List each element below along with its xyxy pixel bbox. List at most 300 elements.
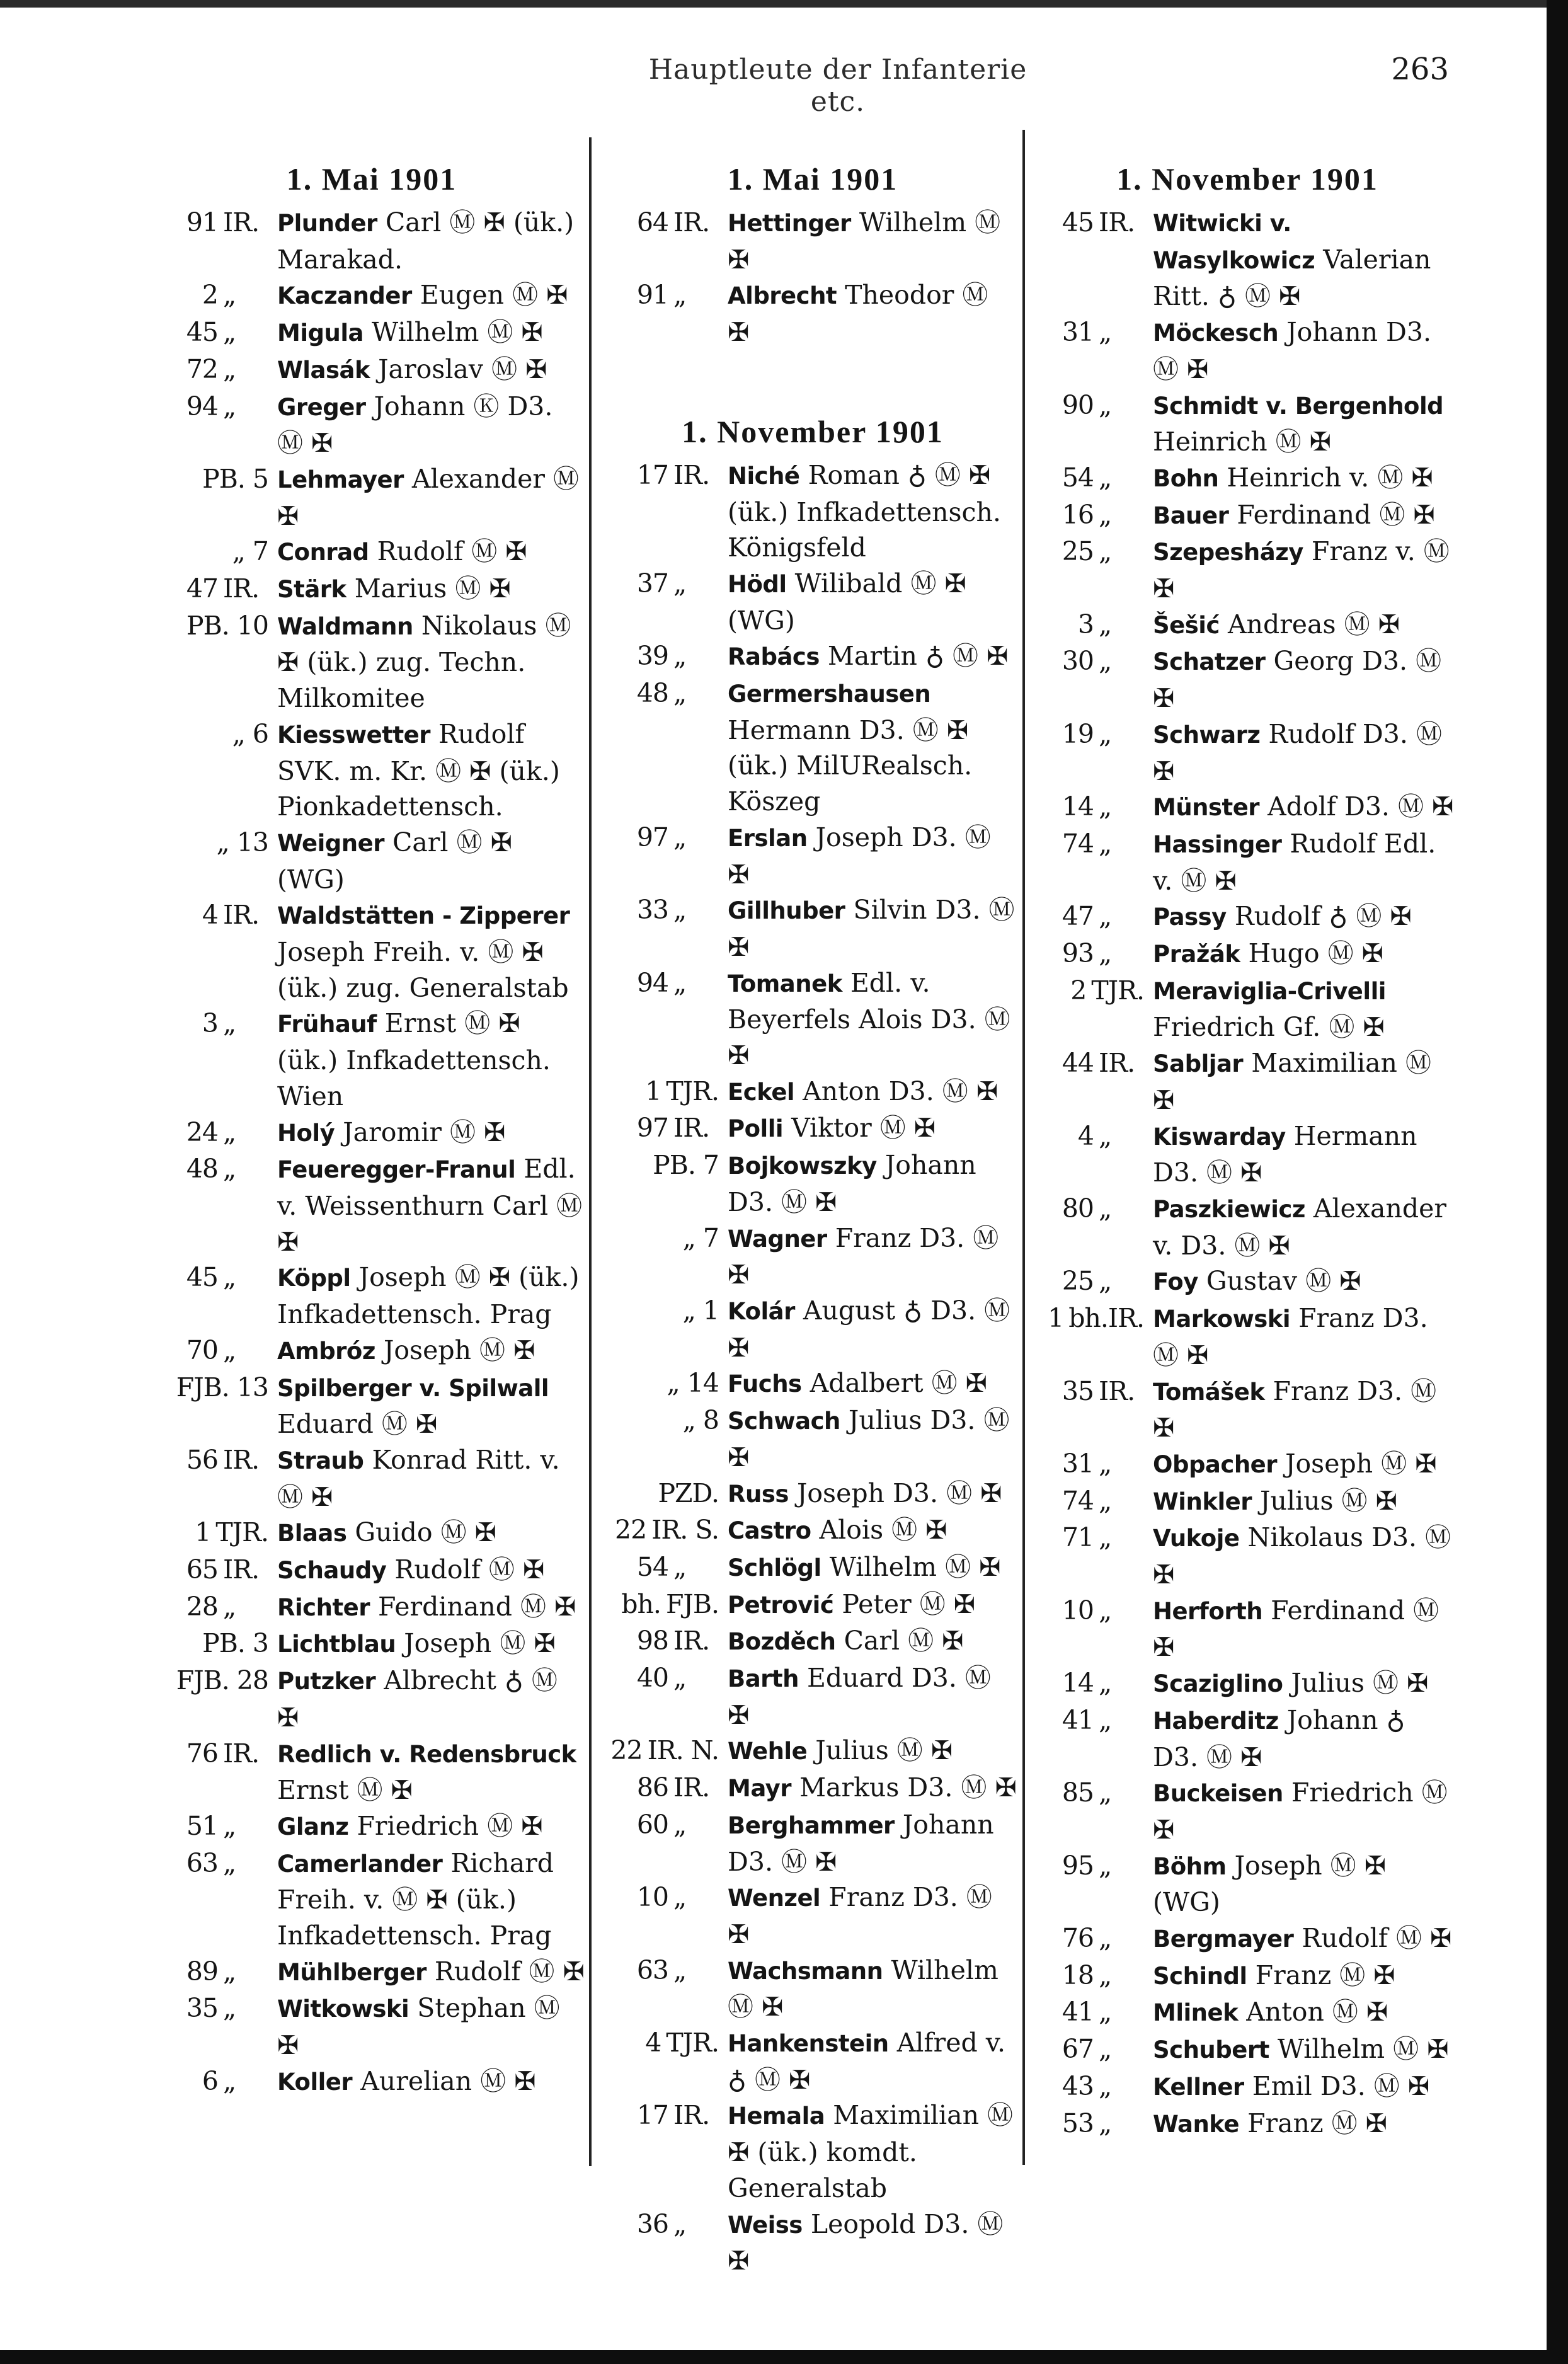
unit-type: IR. (223, 1738, 260, 1769)
roster-entry (1039, 1665, 1455, 1702)
unit-number (608, 457, 728, 493)
roster-entry (608, 1623, 1017, 1660)
regiment-number: 39 (636, 641, 668, 672)
unit-type: „ (223, 1847, 236, 1878)
roster-entry (1039, 205, 1455, 314)
given-name-and-decorations: Carl Ⓜ ✠ (844, 1626, 964, 1656)
unit-number (608, 1660, 728, 1696)
regiment-number: 19 (1062, 718, 1094, 749)
unit-number (1039, 497, 1153, 533)
scan-edge-top (0, 0, 1568, 8)
regiment-number: 43 (1062, 2070, 1094, 2101)
given-name-and-decorations: Johann D3. Ⓜ ✠ (1153, 317, 1432, 384)
roster-entry (157, 314, 586, 352)
unit-type: „ (1099, 1193, 1112, 1224)
given-name-and-decorations: Joseph Freih. v. Ⓜ ✠ (ük.) zug. Generalstab (277, 937, 569, 1003)
roster-entry (608, 965, 1017, 1074)
roster-entry (157, 277, 586, 314)
unit-type: „ (223, 1262, 236, 1293)
officer-text (1153, 1118, 1455, 1191)
unit-number (157, 716, 277, 752)
surname: Kellner (1153, 2073, 1244, 2101)
given-name-and-decorations: Ferdinand Ⓜ ✠ (1237, 499, 1435, 530)
unit-type: bh.IR. (1068, 1303, 1144, 1334)
unit-number (157, 1663, 277, 1699)
given-name-and-decorations: Ernst Ⓜ ✠ (ük.) Infkadettensch. Wien (277, 1008, 551, 1111)
regiment-number: 47 (1062, 901, 1094, 932)
unit-type: „ (223, 1154, 236, 1185)
unit-number (608, 1110, 728, 1146)
unit-type: „ (223, 1956, 236, 1987)
unit-type: „ (673, 1551, 687, 1582)
unit-number (157, 897, 277, 933)
regiment-number: 53 (1062, 2108, 1094, 2138)
surname: Böhm (1153, 1852, 1227, 1880)
given-name-and-decorations: Joseph Ⓜ ✠ (1285, 1448, 1437, 1479)
roster-entry (1039, 2068, 1455, 2106)
roster-entry (608, 820, 1017, 892)
surname: Kolár (728, 1297, 795, 1325)
unit-type: „ (1099, 2070, 1112, 2101)
roster-entry (1039, 1446, 1455, 1483)
surname: Spilberger v. Spilwall (277, 1374, 549, 1402)
surname: Tomášek (1153, 1378, 1265, 1406)
surname: Foy (1153, 1268, 1198, 1296)
given-name-and-decorations: Wilhelm Ⓜ ✠ (1277, 2034, 1449, 2065)
roster-entry (1039, 607, 1455, 644)
officer-text (277, 1442, 586, 1515)
unit-type: „ (1099, 2108, 1112, 2138)
regiment-number: 4 (1077, 1120, 1094, 1151)
surname: Polli (728, 1115, 784, 1143)
given-name-and-decorations: Jaroslav Ⓜ ✠ (378, 353, 547, 384)
officer-text (1153, 1263, 1455, 1300)
regiment-number: „ 8 (682, 1405, 719, 1436)
given-name-and-decorations: Wilhelm Ⓜ ✠ (728, 1954, 999, 2023)
unit-number (608, 675, 728, 711)
surname: Bauer (1153, 502, 1229, 529)
given-name-and-decorations: Rudolf Edl. v. Ⓜ ✠ (1153, 828, 1436, 896)
unit-number (157, 1552, 277, 1588)
surname: Greger (277, 393, 366, 421)
unit-number (608, 2206, 728, 2242)
given-name-and-decorations: Heinrich Ⓜ ✠ (1153, 427, 1332, 457)
surname: Markowski (1153, 1305, 1291, 1333)
officer-text (728, 1623, 1017, 1660)
regiment-number: „ 14 (667, 1368, 719, 1399)
unit-number (608, 1147, 728, 1183)
unit-number (1039, 1775, 1153, 1811)
regiment-number: 4 (202, 900, 218, 931)
regiment-number: 31 (1062, 317, 1094, 348)
given-name-and-decorations: Franz D3. Ⓜ ✠ (728, 1222, 999, 1290)
given-name-and-decorations: Rudolf D3. Ⓜ ✠ (1153, 718, 1442, 786)
officer-text (1153, 314, 1455, 387)
regiment-number: 56 (186, 1444, 218, 1475)
regiment-number: 45 (186, 1262, 218, 1293)
roster-entry (1039, 460, 1455, 497)
regiment-number: 63 (636, 1954, 668, 1985)
surname: Lichtblau (277, 1631, 396, 1658)
unit-number (608, 965, 728, 1001)
roster-entry (1039, 1848, 1455, 1920)
unit-number (157, 205, 277, 241)
given-name-and-decorations: Maximilian Ⓜ ✠ (1153, 1048, 1431, 1115)
roster-entry (608, 1074, 1017, 1111)
surname: Camerlander (277, 1850, 443, 1878)
unit-type: IR. (673, 2100, 710, 2131)
surname: Hankenstein (728, 2030, 889, 2058)
unit-type: IR. N. (647, 1735, 719, 1766)
surname: Schaudy (277, 1557, 387, 1585)
unit-number (608, 1293, 728, 1329)
roster-entry (1039, 2106, 1455, 2143)
unit-number (1039, 460, 1153, 496)
roster-entry (1039, 1775, 1455, 1847)
unit-type: IR. S. (651, 1515, 719, 1546)
roster-entry (1039, 936, 1455, 973)
given-name-and-decorations: Anton D3. Ⓜ ✠ (803, 1076, 999, 1106)
given-name-and-decorations: Theodor Ⓜ ✠ (728, 280, 988, 348)
given-name-and-decorations: Carl Ⓜ ✠ (WG) (277, 827, 512, 895)
officer-text (277, 1589, 586, 1626)
surname: Weigner (277, 829, 384, 857)
surname: Witwicki v. Wasylkowicz (1153, 210, 1315, 274)
officer-text (728, 1476, 1017, 1513)
given-name-and-decorations: Guido Ⓜ ✠ (355, 1517, 497, 1548)
unit-type: „ (673, 1809, 687, 1840)
unit-type: „ (1099, 828, 1112, 859)
unit-type: „ (1099, 1923, 1112, 1954)
unit-number (157, 571, 277, 607)
surname: Rabács (728, 643, 820, 671)
surname: Wagner (728, 1225, 827, 1253)
unit-number (1039, 789, 1153, 825)
running-title: Hauptleute der Infanterie etc. (648, 54, 1027, 118)
given-name-and-decorations: Franz D3. Ⓜ ✠ (1153, 1303, 1428, 1370)
surname: Holý (277, 1119, 335, 1147)
officer-text (277, 716, 586, 825)
roster-entry (1039, 497, 1455, 534)
roster-entry (608, 1512, 1017, 1549)
surname: Haberditz (1153, 1707, 1279, 1735)
roster-entry (608, 1733, 1017, 1770)
surname: Sabljar (1153, 1050, 1244, 1078)
officer-text (277, 1151, 586, 1259)
given-name-and-decorations: Joseph D3. Ⓜ ✠ (728, 822, 991, 890)
regiment-number: 14 (1062, 1668, 1094, 1699)
surname: Wlasák (277, 356, 370, 384)
officer-text (277, 1663, 586, 1735)
surname: Conrad (277, 539, 369, 566)
unit-type: „ (1099, 536, 1112, 567)
unit-number (1039, 1446, 1153, 1482)
regiment-number: 54 (1062, 462, 1094, 493)
surname: Weiss (728, 2211, 803, 2239)
column-3 (1039, 142, 1455, 2142)
unit-type: „ (1099, 1522, 1112, 1553)
unit-type: „ (1099, 1668, 1112, 1699)
given-name-and-decorations: Adolf D3. Ⓜ ✠ (1268, 791, 1454, 822)
roster-entry (1039, 716, 1455, 789)
regiment-number: 17 (636, 2100, 668, 2131)
unit-number (157, 608, 277, 644)
roster-entry (1039, 1958, 1455, 1995)
roster-entry (608, 2097, 1017, 2206)
unit-type: IR. (1099, 207, 1135, 238)
roster-entry (157, 389, 586, 461)
officer-text (1153, 1483, 1455, 1520)
roster-entry (1039, 1045, 1455, 1118)
unit-number (1039, 2031, 1153, 2067)
officer-text (1153, 789, 1455, 826)
surname: Herforth (1153, 1597, 1263, 1625)
officer-text (728, 638, 1017, 675)
officer-text (728, 965, 1017, 1074)
unit-type: „ (673, 1663, 687, 1694)
given-name-and-decorations: Ferdinand Ⓜ ✠ (1153, 1595, 1439, 1663)
surname: Wehle (728, 1738, 808, 1765)
unit-type: „ (223, 353, 236, 384)
section-heading: 1. November 1901 (682, 413, 944, 449)
section-heading: 1. Mai 1901 (727, 161, 898, 197)
unit-type: IR. (223, 573, 260, 604)
officer-text (728, 2097, 1017, 2206)
unit-number (157, 1151, 277, 1187)
roster-entry (608, 277, 1017, 350)
given-name-and-decorations: Alois Ⓜ ✠ (819, 1515, 947, 1546)
surname: Kiesswetter (277, 721, 430, 749)
unit-type: „ (673, 2208, 687, 2239)
given-name-and-decorations: Hermann D3. Ⓜ ✠ (1153, 1120, 1417, 1188)
unit-number (157, 1333, 277, 1368)
roster-entry (608, 1953, 1017, 2025)
given-name-and-decorations: Eugen Ⓜ ✠ (420, 280, 568, 311)
roster-entry (608, 1587, 1017, 1624)
given-name-and-decorations: Julius Ⓜ ✠ (815, 1735, 953, 1766)
given-name-and-decorations: Albrecht ♁ Ⓜ ✠ (277, 1665, 558, 1733)
unit-number (1039, 1920, 1153, 1956)
officer-text (277, 1552, 586, 1589)
surname: Kaczander (277, 282, 412, 310)
unit-number (608, 1807, 728, 1843)
given-name-and-decorations: Eduard Ⓜ ✠ (277, 1409, 438, 1440)
given-name-and-decorations: Roman ♁ Ⓜ ✠ (ük.) Infkadettensch. Königsfeld (728, 459, 1001, 563)
officer-text (728, 1365, 1017, 1403)
roster-entry (608, 675, 1017, 820)
officer-text (1153, 1958, 1455, 1995)
officer-text (1153, 460, 1455, 497)
unit-type: „ (223, 391, 236, 422)
roster-entry (608, 1365, 1017, 1403)
surname: Passy (1153, 904, 1227, 931)
roster-entry (608, 1293, 1017, 1365)
unit-type: „ (1099, 646, 1112, 677)
given-name-and-decorations: Franz D3. Ⓜ ✠ (1153, 1375, 1437, 1443)
officer-text (728, 1770, 1017, 1807)
roster-entry (608, 457, 1017, 566)
officer-text (277, 534, 586, 571)
unit-number (608, 1549, 728, 1585)
roster-entry (157, 1845, 586, 1954)
given-name-and-decorations: Rudolf SVK. m. Kr. Ⓜ ✠ (ük.) Pionkadettensch. (277, 718, 560, 822)
scan-edge-bottom (0, 2350, 1568, 2364)
unit-number (157, 1006, 277, 1041)
unit-number (1039, 1191, 1153, 1227)
given-name-and-decorations: Joseph Ⓜ ✠ (383, 1334, 535, 1365)
regiment-number: 63 (186, 1847, 218, 1878)
given-name-and-decorations: Wilibald Ⓜ ✠ (WG) (728, 568, 966, 636)
regiment-number: 85 (1062, 1777, 1094, 1808)
officer-text (277, 389, 586, 461)
surname: Barth (728, 1665, 799, 1693)
regiment-number: PB. 5 (202, 463, 268, 494)
regiment-number: „ 7 (232, 536, 268, 567)
regiment-number: PB. 7 (653, 1150, 719, 1181)
officer-text (1153, 607, 1455, 644)
regiment-number: 2 (1070, 975, 1087, 1006)
roster-entry (608, 1879, 1017, 1952)
officer-text (277, 1515, 586, 1552)
surname: Obpacher (1153, 1450, 1278, 1478)
unit-type: „ (673, 678, 687, 709)
roster-entry (157, 571, 586, 608)
officer-text (1153, 1593, 1455, 1665)
officer-text (277, 825, 586, 897)
given-name-and-decorations: Emil D3. Ⓜ ✠ (1252, 2070, 1430, 2101)
officer-text (1153, 1848, 1455, 1920)
roster-entry (1039, 1300, 1455, 1373)
surname: Lehmayer (277, 466, 404, 493)
unit-number (608, 1587, 728, 1622)
officer-text (277, 1990, 586, 2063)
given-name-and-decorations: Rudolf ♁ Ⓜ ✠ (1234, 901, 1412, 932)
roster-entry (608, 1549, 1017, 1587)
officer-text (1153, 2068, 1455, 2106)
unit-number (157, 1808, 277, 1844)
officer-text (1153, 205, 1455, 314)
unit-type: „ (1099, 609, 1112, 640)
regiment-number: 44 (1062, 1048, 1094, 1079)
officer-text (1153, 898, 1455, 936)
given-name-and-decorations: Alexander Ⓜ ✠ (277, 463, 580, 531)
regiment-number: 1 (1048, 1303, 1064, 1334)
unit-type: „ (1099, 1485, 1112, 1516)
regiment-number: 14 (1062, 791, 1094, 822)
unit-number (1039, 1994, 1153, 2030)
given-name-and-decorations: Valerian Ritt. ♁ Ⓜ ✠ (1153, 244, 1431, 312)
given-name-and-decorations: Leopold D3. Ⓜ ✠ (728, 2208, 1004, 2276)
regiment-number: „ 13 (216, 827, 268, 858)
regiment-number: 60 (636, 1809, 668, 1840)
unit-number (1039, 936, 1153, 972)
given-name-and-decorations: Franz v. Ⓜ ✠ (1153, 536, 1450, 604)
regiment-number: 37 (636, 568, 668, 599)
officer-text (1153, 1665, 1455, 1702)
given-name-and-decorations: Wilhelm Ⓜ ✠ (829, 1551, 1001, 1582)
given-name-and-decorations: Richard Freih. v. Ⓜ ✠ (ük.) Infkadettensch. Prag (277, 1847, 554, 1951)
surname: Hödl (728, 570, 787, 598)
officer-text (277, 1808, 586, 1845)
officer-text (277, 277, 586, 314)
given-name-and-decorations: Rudolf Ⓜ ✠ (434, 1956, 585, 1987)
given-name-and-decorations: Johann D3. Ⓜ ✠ (728, 1150, 976, 1217)
roster-entry (1039, 1920, 1455, 1958)
regiment-number: 22 (615, 1515, 647, 1546)
given-name-and-decorations: Friedrich Ⓜ ✠ (1153, 1777, 1448, 1845)
roster-entry (608, 2025, 1017, 2097)
officer-text (277, 1115, 586, 1152)
given-name-and-decorations: Andreas Ⓜ ✠ (1227, 609, 1400, 640)
unit-number (608, 1476, 728, 1512)
officer-text (728, 1110, 1017, 1147)
regiment-number: 54 (636, 1551, 668, 1582)
regiment-number: 97 (636, 1113, 668, 1144)
officer-text (277, 571, 586, 608)
roster-entry (157, 1626, 586, 1663)
given-name-and-decorations: Franz D3. Ⓜ ✠ (728, 1882, 992, 1949)
surname: Vukoje (1153, 1525, 1240, 1552)
regiment-number: 74 (1062, 1485, 1094, 1516)
officer-text (277, 608, 586, 716)
officer-text (1153, 1520, 1455, 1592)
given-name-and-decorations: Joseph D3. Ⓜ ✠ (796, 1477, 1002, 1508)
surname: Tomanek (728, 970, 842, 997)
unit-type: „ (1099, 1595, 1112, 1626)
regiment-number: 48 (636, 678, 668, 709)
roster-entry (1039, 387, 1455, 460)
roster-entry (1039, 1994, 1455, 2031)
regiment-number: 91 (186, 207, 218, 238)
regiment-number: 22 (610, 1735, 643, 1766)
regiment-number: 89 (186, 1956, 218, 1987)
given-name-and-decorations: Adalbert Ⓜ ✠ (810, 1368, 988, 1399)
surname: Glanz (277, 1813, 349, 1840)
unit-type: „ (1099, 1997, 1112, 2028)
roster-entry (157, 1736, 586, 1808)
unit-number (608, 2025, 728, 2061)
roster-entry (157, 1552, 586, 1589)
unit-number (157, 1115, 277, 1150)
regiment-number: 33 (636, 895, 668, 926)
surname: Münster (1153, 794, 1260, 822)
surname: Niché (728, 462, 800, 490)
regiment-number: FJB. 28 (176, 1665, 268, 1696)
surname: Putzker (277, 1668, 376, 1696)
given-name-and-decorations: Hugo Ⓜ ✠ (1248, 938, 1384, 969)
roster-entry (1039, 534, 1455, 606)
officer-text (277, 1626, 586, 1663)
regiment-number: 28 (186, 1591, 218, 1622)
regiment-number: 45 (1062, 207, 1094, 238)
officer-text (277, 352, 586, 389)
surname: Kiswarday (1153, 1123, 1286, 1150)
unit-type: „ (673, 822, 687, 852)
unit-number (157, 461, 277, 497)
surname: Erslan (728, 824, 808, 852)
unit-type: IR. (223, 900, 260, 931)
officer-text (1153, 1191, 1455, 1263)
regiment-number: 3 (202, 1008, 218, 1039)
regiment-number: 91 (636, 280, 668, 311)
surname: Hassinger (1153, 830, 1282, 858)
unit-number (608, 205, 728, 241)
unit-type: „ (223, 1334, 236, 1365)
officer-text (1153, 1446, 1455, 1483)
regiment-number: FJB. 13 (176, 1372, 268, 1403)
officer-text (728, 892, 1017, 965)
unit-number (1039, 1118, 1153, 1154)
